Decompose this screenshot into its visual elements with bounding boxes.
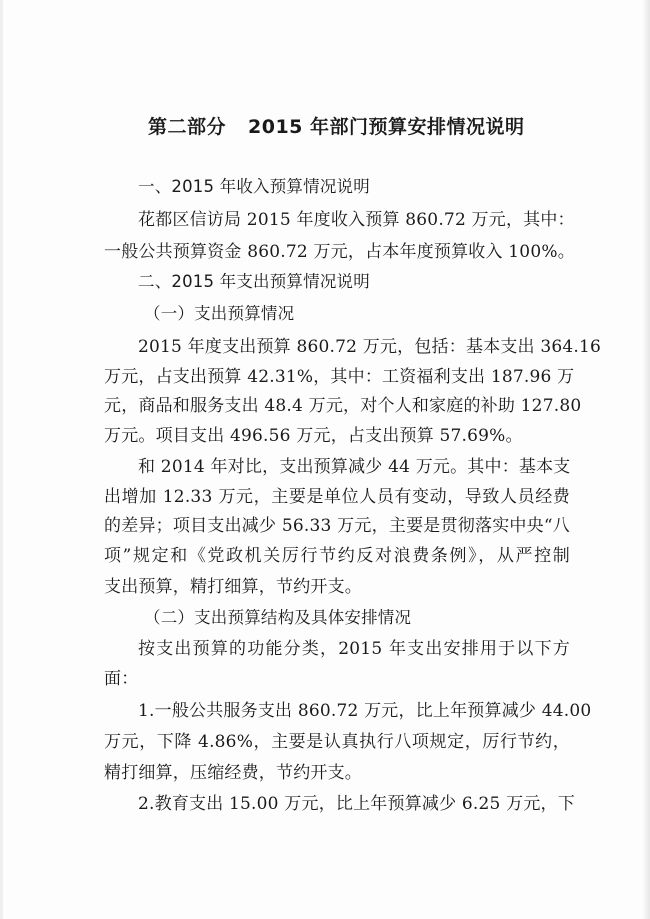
section-heading-income: 一、2015 年收入预算情况说明 xyxy=(138,177,370,196)
paragraph-line: 一般公共预算资金 860.72 万元，占本年度预算收入 100%。 xyxy=(104,242,575,262)
subsection-heading-structure: （二）支出预算结构及具体安排情况 xyxy=(144,608,412,627)
scan-edge-right xyxy=(642,0,650,919)
paragraph-line: 万元。项目支出 496.56 万元，占支出预算 57.69%。 xyxy=(104,426,523,446)
paragraph-line: 面： xyxy=(104,669,139,689)
paragraph-line: 和 2014 年对比，支出预算减少 44 万元。其中：基本支 xyxy=(138,457,571,477)
title-part: 第二部分 xyxy=(148,116,227,138)
paragraph-line: 项”规定和《党政机关厉行节约反对浪费条例》，从严控制 xyxy=(104,546,570,566)
paragraph-line: 支出预算，精打细算，节约开支。 xyxy=(104,577,362,597)
paragraph-line: 万元，下降 4.86%，主要是认真执行八项规定，厉行节约， xyxy=(104,732,570,752)
paragraph-line: 元，商品和服务支出 48.4 万元，对个人和家庭的补助 127.80 xyxy=(104,396,582,416)
paragraph-line: 1.一般公共服务支出 860.72 万元，比上年预算减少 44.00 xyxy=(138,701,592,721)
paragraph-line: 出增加 12.33 万元，主要是单位人员有变动，导致人员经费 xyxy=(104,487,570,507)
page-title xyxy=(148,112,525,139)
scan-edge-left xyxy=(0,0,3,919)
paragraph-line: 万元，占支出预算 42.31%，其中：工资福利支出 187.96 万 xyxy=(104,367,575,387)
paragraph-line: 2.教育支出 15.00 万元，比上年预算减少 6.25 万元，下 xyxy=(138,794,575,814)
paragraph-line: 的差异；项目支出减少 56.33 万元，主要是贯彻落实中央“八 xyxy=(104,516,570,536)
paragraph-line: 花都区信访局 2015 年度收入预算 860.72 万元，其中： xyxy=(138,210,575,230)
section-heading-expenditure: 二、2015 年支出预算情况说明 xyxy=(138,272,370,291)
subsection-heading-expenditure: （一）支出预算情况 xyxy=(144,304,295,323)
paragraph-line: 精打细算，压缩经费，节约开支。 xyxy=(104,763,362,783)
paragraph-line: 2015 年度支出预算 860.72 万元，包括：基本支出 364.16 xyxy=(138,337,602,357)
paragraph-line: 按支出预算的功能分类，2015 年支出安排用于以下方 xyxy=(138,639,570,659)
title-text: 2015 年部门预算安排情况说明 xyxy=(248,116,525,138)
